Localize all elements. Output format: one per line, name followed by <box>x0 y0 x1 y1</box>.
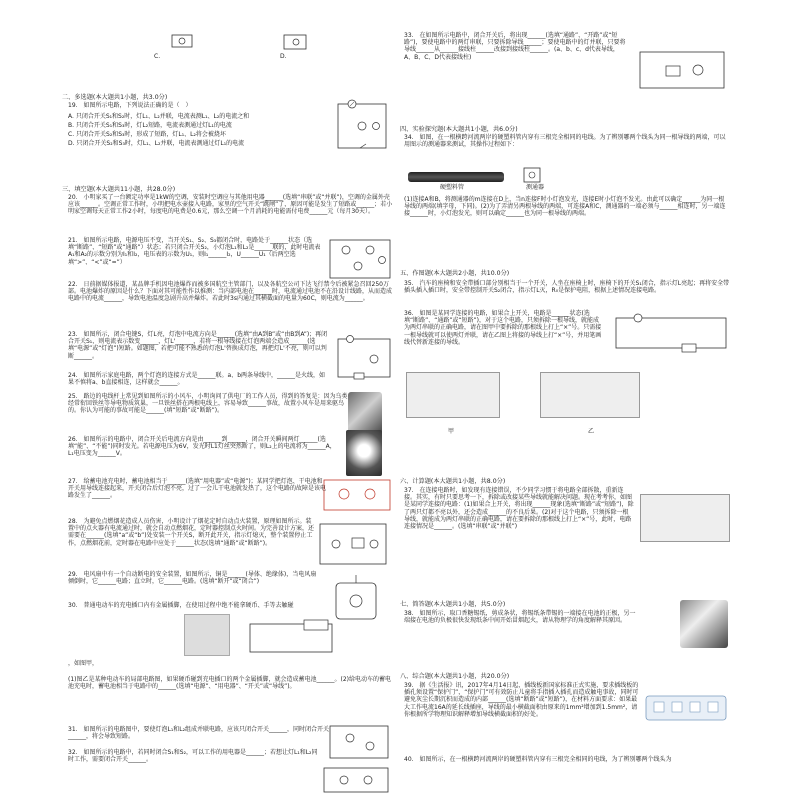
q27-circuit-diagram <box>320 476 394 516</box>
question-39: 39. 据《生活报》讯，2017年4月14日起，插线板新国家标准正式实施，要求插线板的插孔须设置“保护门”，“保护门”可有效防止儿童将手指插入插孔而造成触电事故，同时可避免灰尘长期沉积而造成的内部______(选填“断路”或“短路”)，在材料方面要求：如果最大工作电流16A的延长线插座，导线的最小横截面积由原来的1mm²增加到1.5mm²，请你根据所学物理知识解释增加导线横截面积的好处。 <box>404 682 639 718</box>
q19-circuit-diagram <box>332 98 392 158</box>
question-38: 38. 如图所示，取口香糖锡纸，剪成条状，将锡纸条带锡的一端接在电池的正极，另一端接在电池的负极很快发现纸条中间开始冒烟起火，请从物理学的角度解释其原因。 <box>404 610 636 625</box>
option-d-label: D. <box>280 53 287 60</box>
question-23: 23. 如图所示，闭合电键S，灯L亮，灯泡中电流方向是______(选填“由A到B”或“由B到A”)；再闭合开关S₁，则电流表示数变______，灯L'______，若将一根导线接在灯泡两端会造成______(选填“电源”或“灯泡”)短路。如题图，若把可能不熟悉的灯泡L'替换成灯泡，再把灯L'不亮，则可以判断______。 <box>68 331 328 360</box>
q38-tin-foil-photo <box>680 600 728 648</box>
q36-figure-yi <box>540 372 640 418</box>
q36-figure-yi-label: 乙 <box>588 428 595 435</box>
q29-safety-device-diagram <box>330 573 382 623</box>
q19-option-c: C. 只闭合开关S₂和S₃时，形成了短路，灯L₁、L₂将会被烧坏 <box>68 131 226 138</box>
question-22: 22. 日前据媒体报道，某品牌手机因电池爆炸而被多国航空主管部门，以及各航空公司下达飞行禁令后被紧急召回250万部。电池爆炸的原因是什么？下面对其可能性作以推测：当内部电池在______时，电流通过电池不在沿设计线路，从而造成电路中的电流______，导致电池温度急剧升高并爆炸。若此时3s内通过其横截面的电量为60C，则电流为______。 <box>68 281 393 303</box>
q36-figure-jia-label: 甲 <box>448 428 455 435</box>
question-28: 28. 为避免点燃烟花造成人员伤害，小明设计了烟花定时自动点火装置，原理如图所示。装置中的点火器有电流通过时，就会自动点燃烟花，定时器控制点火时间。为完善设计方案，还需要在______(选填“a”或“b”)处安装一个开关S，断开此开关，指示灯熄灭，整个装置停止工作，点燃烟花前，定时器在电路中应处于______状态(选填“通路”或“断路”)。 <box>68 518 315 547</box>
section-8-title: 八、综合题(本大题共1小题，共20.0分) <box>400 673 510 680</box>
section-7-title: 七、简答题(本大题共1小题，共5.0分) <box>400 601 506 608</box>
question-26: 26. 如图所示的电路中，闭合开关后电流方向是由______到______，闭合开关瞬间两灯______(选填“能”、“不能”)同时发光。若电源电压为6V，发光时L1灯丝突然断了，则L₂上的电流将为______A，L₁电压变为______V。 <box>68 436 336 458</box>
question-35: 35. 汽车的座椅和安全带插口部分别相当于一个开关，人坐在座椅上时，座椅下的开关S₁闭合，指示灯L亮起；再将安全带插头插入插口时，安全带控制开关S₂闭合，指示灯L灭，R₀是保护电阻，根据上述情况连接电路。 <box>404 280 730 295</box>
question-29: 29. 电风扇中有一个自动断电的安全装置，如图所示，铜是______(导体、绝缘体)，当电风扇倾倒时，它______电路；直立时，它______电路。(选填“断开”或“闭合”) <box>68 571 317 586</box>
question-30c: (1)图乙是某种电动车的局部电路图，如果硬币碰到充电插口的两个金属插脚，就会造成蓄电池______。(2)给电动车的蓄电池充电时，蓄电池相当于电路中的______(选填“电源”、“用电器”、“开关”或“导线”)。 <box>68 676 392 691</box>
q33-circuit-diagram <box>636 46 728 96</box>
q19-option-d: D. 只闭合开关S₂和S₃时，灯L₁、L₂并联，电流表测通过灯L₁的电流 <box>68 140 245 147</box>
section-3-title: 三、填空题(本大题共11小题，共28.0分) <box>62 186 176 193</box>
question-21: 21. 如图所示电路，电源电压不变，当开关S₁、S₂、S₃都闭合时，电路处于______状态（选填“断路”、“短路”或“通路”）状态；若只闭合开关S₂，小灯泡L₁和L₂是______联的，此时电流表A₁和A₂的示数分别为I₁和I₂，电压表的示数为U₁，则I₁______I₂，U______U₁（后两空选填“>”、“<”或“=”） <box>68 237 321 266</box>
q19-option-a: A. 只闭合开关S₁和S₂时，灯L₁、L₂并联，电流表测L₁、L₂的电流之和 <box>68 113 250 120</box>
question-25: 25. 路边的电线杆上常见到如图所示的小风车，小明询问了供电厂的工作人员，得到的答复是：因为乌类经常衔回铁丝等导电物质筑巢，一旦铁丝搭在两根电线上，容易导致______事故，故置小风车是用来驱鸟的。你认为可能的事故可能是______(填“短路”或“断路”)。 <box>68 393 348 415</box>
section-6-title: 六、计算题(本大题共1小题，共8.0分) <box>400 478 506 485</box>
plastic-pipe-label: 硬塑料管 <box>440 184 465 191</box>
q23-circuit-diagram <box>334 333 394 383</box>
question-19: 19. 如图所示电路，下列说法正确的是（ ） <box>68 102 192 109</box>
section-2-title: 二、多选题(本大题共1小题，共3.0分) <box>62 94 168 101</box>
tester-label: 测通器 <box>526 184 545 191</box>
question-20: 20. 小明家买了一台额定功率是1kW的空调，安装时空调应与其他用电器______(选填“串联”或“并联”)，空调的金属外壳应该______。空调正常工作时，小明把电水壶接入电路，家里的空气开关“跳闸”了，原因可能是发生了短路或______；若小明家空调每天正常工作2小时，每度电的电费是0.6元，那么空调一个月消耗的电能需付电费______元（每月30天）。 <box>68 194 393 216</box>
option-c-label: C. <box>154 53 161 60</box>
q28-fireworks-device-diagram <box>316 520 392 574</box>
q39-power-strip-figure <box>644 690 728 726</box>
option-c-circuit <box>170 32 194 50</box>
question-33: 33. 在如图所示电路中，闭合开关后，将出现______(选填“通路”、“开路”或“短路”)，要使电路中的两灯串联，只要拆除导线______；要使电路中的灯并联，只要将导线______从______接线柱______改接到接线柱______。(a、b、c、d代表导线，A、B、C、D代表接线柱) <box>404 32 626 61</box>
q26-photo <box>346 430 382 476</box>
q37-circuit-photo <box>640 494 730 542</box>
q31-circuit-diagram <box>326 722 392 762</box>
plastic-pipe-figure <box>408 172 504 182</box>
question-34: 34. 如图，在一根横跨河流两岸的硬塑料管内穿有三根完全相同的电线。为了辨别哪两个线头为同一根导线的两端，可以用图示的测通器来测试，其操作过程如下： <box>404 134 726 149</box>
question-30: 30. 普通电动车的充电插口内有金属插脚，在使用过程中绝不能拿硬币、手等去触碰 <box>68 602 294 609</box>
question-31: 31. 如图所示的电路图中，要使灯泡L₁和L₂组成并联电路，应该只闭合开关______，同时闭合开关______，将会导致短路。 <box>68 726 330 741</box>
question-30b: ，如图甲， <box>68 660 99 667</box>
option-d-circuit <box>282 32 310 54</box>
section-4-title: 四、实验探究题(本大题共1小题，共6.0分) <box>400 126 518 133</box>
q21-circuit-diagram <box>326 236 394 282</box>
q30-figure-yi-circuit <box>246 618 336 658</box>
section-5-title: 五、作图题(本大题共2小题，共10.0分) <box>400 270 510 277</box>
q19-option-b: B. 只闭合开关S₁和S₃时，灯L₂短路，电流表测通过灯L₁的电流 <box>68 122 232 129</box>
q32-circuit-diagram <box>320 764 392 794</box>
question-36: 36. 如图是某同学连接的电路，如果合上开关，电路是______状态(选填“断路”、“通路”或“短路”)，对于这个电路，只须拆除一根导线，就能成为两灯串联的正确电路，请在图甲中要拆除的那根线上打上“×”号。只需接一根导线就可以使两灯并联，请在乙图上将接的导线上打“×”号，并用笔画线代替新连接的导线。 <box>404 310 602 346</box>
q30-figure-jia <box>184 614 230 656</box>
question-40: 40. 如图所示，在一根横跨河流两岸的硬塑料管内穿有三根完全相同的电线，为了辨别哪两个线头为 <box>404 756 672 763</box>
question-32: 32. 如图所示的电路中，若同时闭合S₁和S₂，可以工作的用电器是______；若想让灯L₁和L₂同时工作，需要闭合开关______。 <box>68 749 318 764</box>
question-34-answer: (1)连接A和B，将测通器的m连接在D上，当n连接F时小灯泡发光，连接E时小灯泡不发光。由此可以确定______为同一根导线的两端(填字母，下同)。(2)为了弄清另两根导线的两端，可连接A和C，测通器的一端必须与______相连时，另一端连接______时，小灯泡发光，则可以确定______也为同一根导线的两端。 <box>404 196 726 218</box>
q36-figure-jia <box>406 372 500 418</box>
question-24: 24. 如图所示家庭电路，两个灯泡的连接方式是______联。a、b两条导线中，______是火线，如果不慎将a、b直接相连，这样就会______。 <box>68 372 326 387</box>
question-37: 37. 在连接电路时，如发现有连接错误，不少同学习惯于将电路全部拆散，重新连接。其实，有时只要思考一下，拆除或改接某些导线就能解决问题。现在考考你，如图是某同学连接的电路：(1)如果合上开关，将出现______现象(选填“断路”或“短路”)，除了两只灯都不亮以外，还会造成______的不良后果。(2)对于这个电路，只须拆除一根导线，就能成为两灯串联的正确电路，请在要拆除的那根线上打上“×”号，此时，电路连接情况是______。(选填“串联”或“并联”) <box>404 487 634 531</box>
q35-circuit-diagram <box>612 312 730 354</box>
question-27: 27. 给蓄电池充电时，蓄电池相当于______(选填“用电器”或“电源”)；某同学把灯泡、干电池和开关用导线连接起来，开关闭合后灯泡不亮，过了一会儿干电池就发热了，这个电路的故障是该电路发生了______。 <box>68 478 327 500</box>
